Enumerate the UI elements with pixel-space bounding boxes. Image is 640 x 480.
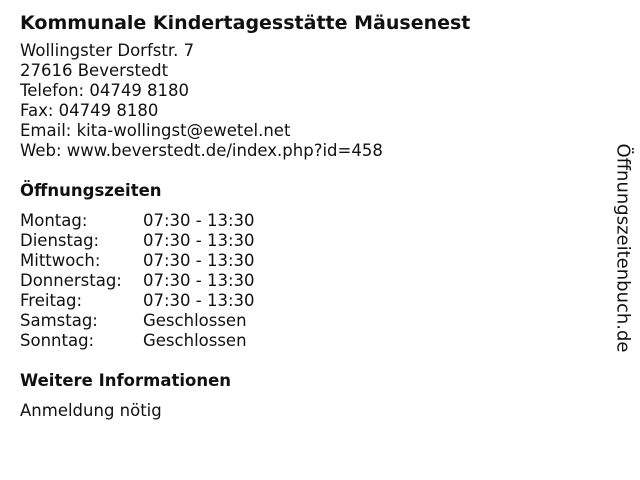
hours-row-sunday <box>20 331 600 351</box>
time-value: 07:30 - 13:30 <box>143 291 255 310</box>
time-value: Geschlossen <box>143 311 247 330</box>
business-card <box>20 10 600 421</box>
time-value: 07:30 - 13:30 <box>143 271 255 290</box>
day-label: Dienstag: <box>20 231 100 250</box>
time-value: 07:30 - 13:30 <box>143 231 255 250</box>
phone-line: Telefon: 04749 8180 <box>20 81 190 100</box>
hours-row-saturday <box>20 311 600 331</box>
day-label: Sonntag: <box>20 331 95 350</box>
business-name: Kommunale Kindertagesstätte Mäusenest <box>20 12 471 34</box>
site-watermark: Öffnungszeitenbuch.de <box>612 143 634 353</box>
hours-row-tuesday <box>20 231 600 251</box>
further-info-text: Anmeldung nötig <box>20 401 162 420</box>
opening-hours-table <box>20 211 600 351</box>
street-address: Wollingster Dorfstr. 7 <box>20 41 195 60</box>
time-value: 07:30 - 13:30 <box>143 211 255 230</box>
day-label: Samstag: <box>20 311 98 330</box>
hours-row-monday <box>20 211 600 231</box>
address-block <box>20 41 600 161</box>
hours-row-wednesday <box>20 251 600 271</box>
day-label: Mittwoch: <box>20 251 101 270</box>
day-label: Donnerstag: <box>20 271 122 290</box>
email-line: Email: kita-wollingst@ewetel.net <box>20 121 291 140</box>
hours-row-thursday <box>20 271 600 291</box>
web-line: Web: www.beverstedt.de/index.php?id=458 <box>20 141 383 160</box>
time-value: 07:30 - 13:30 <box>143 251 255 270</box>
fax-line: Fax: 04749 8180 <box>20 101 159 120</box>
further-info-heading: Weitere Informationen <box>20 371 232 390</box>
postal-city: 27616 Beverstedt <box>20 61 169 80</box>
day-label: Montag: <box>20 211 88 230</box>
opening-hours-heading: Öffnungszeiten <box>20 181 162 200</box>
hours-row-friday <box>20 291 600 311</box>
day-label: Freitag: <box>20 291 83 310</box>
time-value: Geschlossen <box>143 331 247 350</box>
